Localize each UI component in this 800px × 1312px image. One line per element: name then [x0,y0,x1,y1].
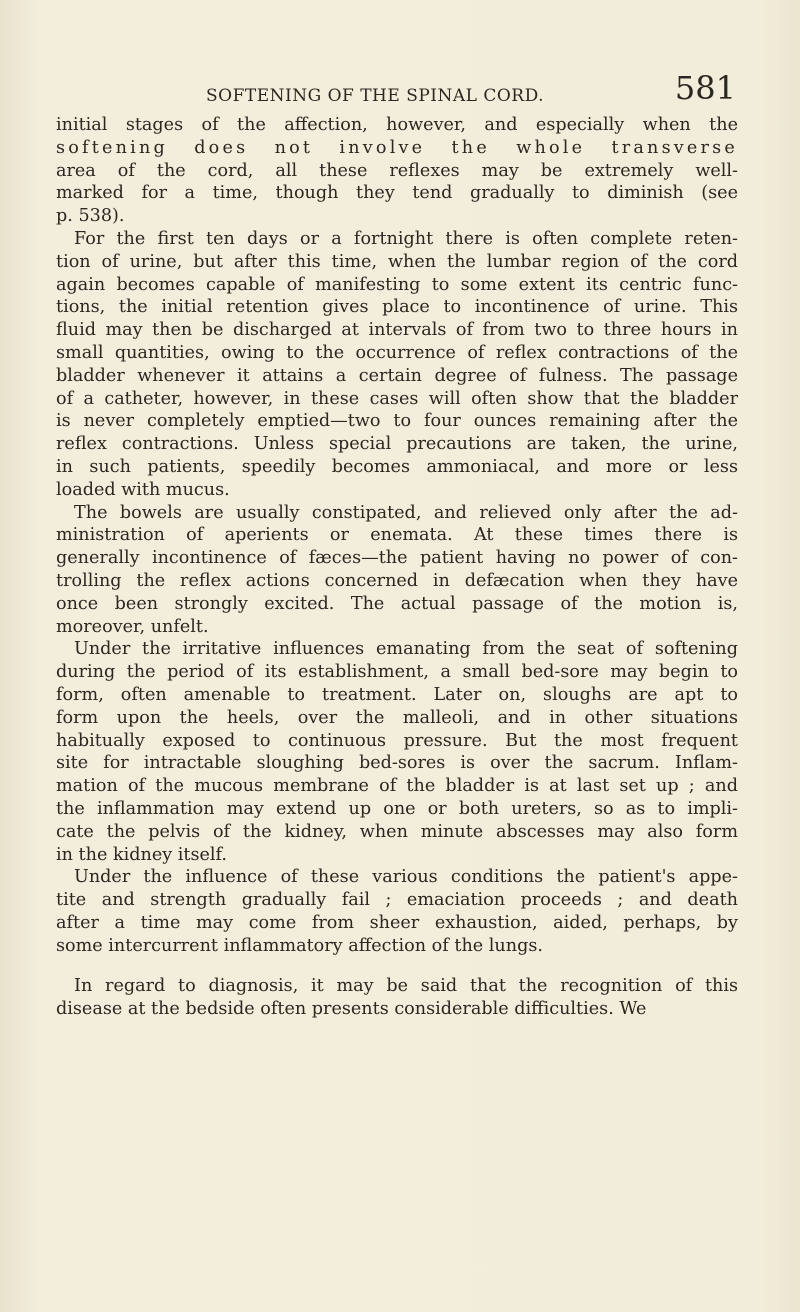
text-line: mation of the mucous membrane of the bladder is at last set up ; and [56,776,738,797]
text-line: ministration of aperients or enemata. At these times there is [56,525,738,546]
text-line: marked for a time, though they tend gradually to diminish (see [56,183,738,204]
body-text [56,114,738,1021]
text-line: habitually exposed to continuous pressure. But the most frequent [56,730,738,751]
text-line: some intercurrent inflammatory affection of the lungs. [56,935,543,956]
text-line: cate the pelvis of the kidney, when minute abscesses may also form [56,821,738,842]
text-line: once been strongly excited. The actual passage of the motion is, [56,593,738,614]
text-line: of a catheter, however, in these cases will often show that the bladder [56,388,738,409]
text-line: loaded with mucus. [56,479,230,500]
text-line: p. 538). [56,206,125,227]
paragraph [56,638,738,866]
text-line: again becomes capable of manifesting to some extent its centric func- [56,274,738,295]
text-line: in such patients, speedily becomes ammoniacal, and more or less [56,456,738,477]
text-line: tite and strength gradually fail ; emaciation proceeds ; and death [56,890,738,911]
text-line: reflex contractions. Unless special precautions are taken, the urine, [56,434,738,455]
running-title: SOFTENING OF THE SPINAL CORD. [206,86,545,106]
text-line: initial stages of the affection, however, and especially when the [56,115,738,135]
paragraph-gap [56,957,738,975]
text-line: softening does not involve the whole transverse [56,137,738,158]
text-line: the inflammation may extend up one or both ureters, so as to impli- [56,798,738,819]
text-line: The bowels are usually constipated, and relieved only after the ad- [74,502,738,523]
paragraph [56,866,738,957]
text-line: is never completely emptied—two to four ounces remaining after the [56,411,738,432]
text-line: form, often amenable to treatment. Later on, sloughs are apt to [56,684,738,705]
page-number: 581 [674,69,736,107]
text-line: bladder whenever it attains a certain degree of fulness. The passage [56,365,738,386]
text-line: disease at the bedside often presents considerable difficulties. We [56,999,647,1020]
paragraph [56,114,738,228]
text-line: area of the cord, all these reflexes may be extremely well- [56,160,738,181]
text-line: fluid may then be discharged at intervals of from two to three hours in [56,320,738,341]
text-line: generally incontinence of fæces—the patient having no power of con- [56,548,738,569]
paragraph [56,975,738,1021]
paragraph [56,228,738,502]
text-line: moreover, unfelt. [56,616,209,637]
text-line: trolling the reflex actions concerned in defæcation when they have [56,570,738,591]
text-line: small quantities, owing to the occurrence of reflex contractions of the [56,342,738,363]
text-line: tions, the initial retention gives place to incontinence of urine. This [56,297,738,318]
text-line: site for intractable sloughing bed-sores is over the sacrum. Inflam- [56,753,738,774]
text-line: tion of urine, but after this time, when the lumbar region of the cord [56,251,738,272]
page-header [56,69,736,112]
text-line: during the period of its establishment, a small bed-sore may begin to [56,662,738,683]
text-line: For the first ten days or a fortnight there is often complete reten- [74,228,738,249]
text-line: Under the influence of these various conditions the patient's appe- [74,867,738,888]
paragraph [56,502,738,639]
text-line: Under the irritative influences emanating from the seat of softening [74,639,738,660]
text-line: form upon the heels, over the malleoli, and in other situations [56,707,738,728]
text-line: in the kidney itself. [56,844,228,865]
text-line: after a time may come from sheer exhaustion, aided, perhaps, by [56,912,738,933]
text-line: In regard to diagnosis, it may be said that the recognition of this [74,976,738,997]
